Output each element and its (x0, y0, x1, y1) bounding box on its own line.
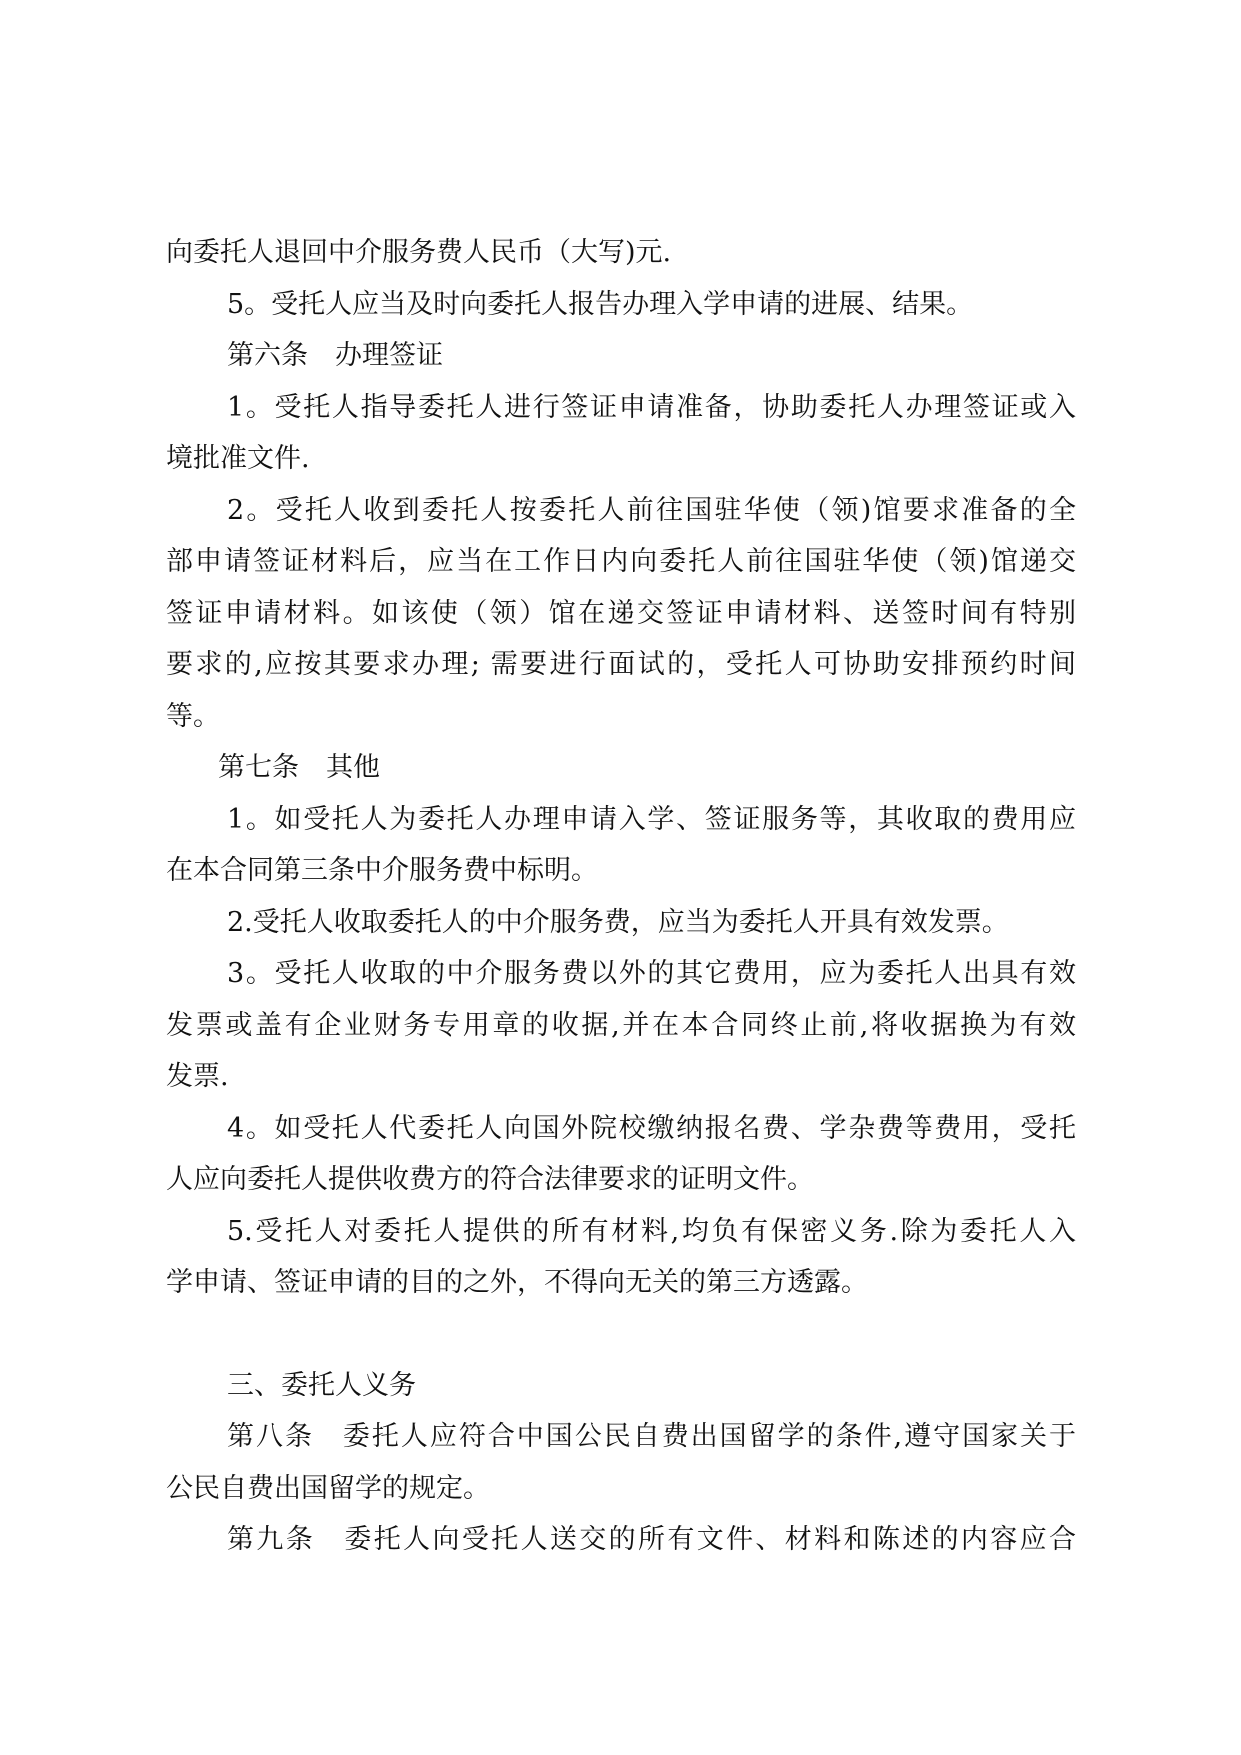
text-line: 部申请签证材料后，应当在工作日内向委托人前往国驻华使（领)馆递交 (166, 546, 1076, 577)
text-line: 5。受托人应当及时向委托人报告办理入学申请的进展、结果。 (227, 288, 974, 320)
article-text: 委托人应符合中国公民自费出国留学的条件,遵守国家关于 (340, 1421, 1076, 1452)
article-text: 委托人向受托人送交的所有文件、材料和陈述的内容应合 (342, 1524, 1076, 1555)
text-line: 人应向委托人提供收费方的符合法律要求的证明文件。 (166, 1164, 814, 1195)
article-title: 办理签证 (335, 340, 443, 371)
text-line: 要求的,应按其要求办理; 需要进行面试的，受托人可协助安排预约时间 (166, 649, 1076, 680)
text-line: 境批准文件. (166, 443, 310, 474)
text-line: 2.受托人收取委托人的中介服务费，应当为委托人开具有效发票。 (227, 906, 1009, 938)
text-line: 4。如受托人代委托人向国外院校缴纳报名费、学杂费等费用，受托 (227, 1112, 1076, 1144)
text-line: 发票. (166, 1061, 229, 1092)
text-line: 发票或盖有企业财务专用章的收据,并在本合同终止前,将收据换为有效 (166, 1009, 1076, 1041)
text-line: 5.受托人对委托人提供的所有材料,均负有保密义务.除为委托人入 (227, 1215, 1076, 1247)
article-number: 第六条 (227, 340, 308, 371)
text-line: 在本合同第三条中介服务费中标明。 (166, 855, 598, 886)
text-line: 2。受托人收到委托人按委托人前往国驻华使（领)馆要求准备的全 (227, 494, 1076, 526)
text-line: 公民自费出国留学的规定。 (166, 1472, 490, 1504)
article-title: 其他 (326, 752, 380, 783)
text-line: 向委托人退回中介服务费人民币（大写)元. (166, 237, 672, 268)
section-gap (166, 1309, 1076, 1360)
section-heading: 三、委托人义务 (227, 1369, 416, 1401)
text-line: 3。受托人收取的中介服务费以外的其它费用，应为委托人出具有效 (227, 958, 1076, 989)
text-line: 等。 (166, 700, 220, 732)
text-line: 签证申请材料。如该使（领）馆在递交签证申请材料、送签时间有特别 (166, 597, 1076, 629)
article-heading (166, 1411, 1076, 1463)
text-line: 1。受托人指导委托人进行签证申请准备，协助委托人办理签证或入 (227, 391, 1076, 423)
article-number: 第八条 (227, 1421, 314, 1452)
article-heading (166, 742, 1076, 794)
article-number: 第七条 (218, 752, 299, 783)
text-line: 学申请、签证申请的目的之外，不得向无关的第三方透露。 (166, 1267, 868, 1298)
article-heading (166, 330, 1076, 382)
document-body (166, 227, 1076, 1566)
text-line: 1。如受托人为委托人办理申请入学、签证服务等，其收取的费用应 (227, 803, 1076, 835)
article-heading (166, 1514, 1076, 1566)
article-number: 第九条 (227, 1524, 316, 1555)
